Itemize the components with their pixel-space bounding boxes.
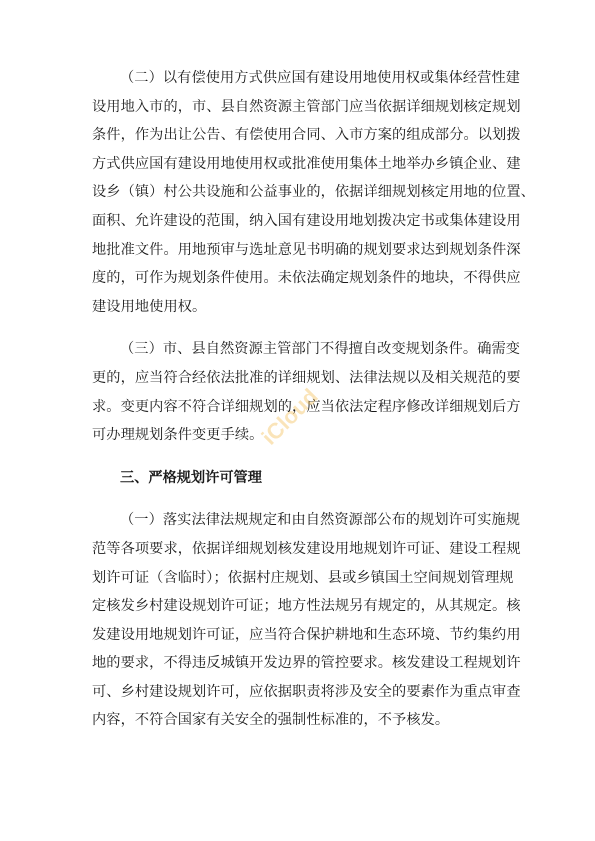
paragraph-2 — [92, 64, 535, 321]
paragraph-line: 建设用地使用权。 — [92, 298, 207, 315]
document-body — [92, 64, 535, 735]
paragraph-line: 可、乡村建设规划许可，应依据职责将涉及安全的要素作为重点审查 — [92, 683, 521, 700]
paragraph-gap — [92, 321, 510, 335]
svg-text:iCloud: iCloud — [256, 383, 323, 450]
paragraph-line: （二）以有偿使用方式供应国有建设用地使用权或集体经营性建 — [120, 70, 521, 86]
paragraph-3 — [92, 335, 521, 449]
paragraph-line: 地的要求，不得违反城镇开发边界的管控要求。核发建设工程规划许 — [92, 655, 521, 672]
paragraph-line: 更的，应当符合经依法批准的详细规划、法律法规以及相关规范的要 — [92, 369, 521, 386]
paragraph-line: 度的，可作为规划条件使用。未依法确定规划条件的地块，不得供应 — [92, 270, 521, 287]
paragraph-line: 发建设用地规划许可证，应当符合保护耕地和生态环境、节约集约用 — [92, 626, 521, 643]
paragraph-4 — [92, 506, 521, 735]
paragraph-line: 内容，不符合国家有关安全的强制性标准的，不予核发。 — [92, 712, 450, 729]
paragraph-line: 方式供应国有建设用地使用权或批准使用集体土地举办乡镇企业、建 — [92, 155, 521, 172]
paragraph-gap — [92, 492, 510, 506]
paragraph-gap — [92, 450, 510, 464]
paragraph-line: 划许可证（含临时）；依据村庄规划、县或乡镇国土空间规划管理规 — [92, 569, 514, 586]
paragraph-line: （三）市、县自然资源主管部门不得擅自改变规划条件。确需变 — [120, 341, 521, 358]
paragraph-line: 求。变更内容不符合详细规划的，应当依法定程序修改详细规划后方 — [92, 398, 521, 415]
paragraph-line: 设乡（镇）村公共设施和公益事业的，依据详细规划核定用地的位置、 — [92, 184, 535, 201]
paragraph-line: 面积、允许建设的范围，纳入国有建设用地划拨决定书或集体建设用 — [92, 212, 521, 229]
paragraph-line: （一）落实法律法规规定和由自然资源部公布的规划许可实施规 — [120, 512, 521, 529]
paragraph-line: 可办理规划条件变更手续。 — [92, 427, 264, 444]
paragraph-line: 条件，作为出让公告、有偿使用合同、入市方案的组成部分。以划拨 — [92, 127, 521, 144]
paragraph-line: 设用地入市的，市、县自然资源主管部门应当依据详细规划核定规划 — [92, 98, 521, 115]
paragraph-line: 地批准文件。用地预审与选址意见书明确的规划要求达到规划条件深 — [92, 241, 521, 258]
section-heading: 三、严格规划许可管理 — [120, 469, 262, 486]
paragraph-line: 范等各项要求，依据详细规划核发建设用地规划许可证、建设工程规 — [92, 540, 521, 557]
paragraph-line: 定核发乡村建设规划许可证；地方性法规另有规定的，从其规定。核 — [92, 598, 521, 615]
